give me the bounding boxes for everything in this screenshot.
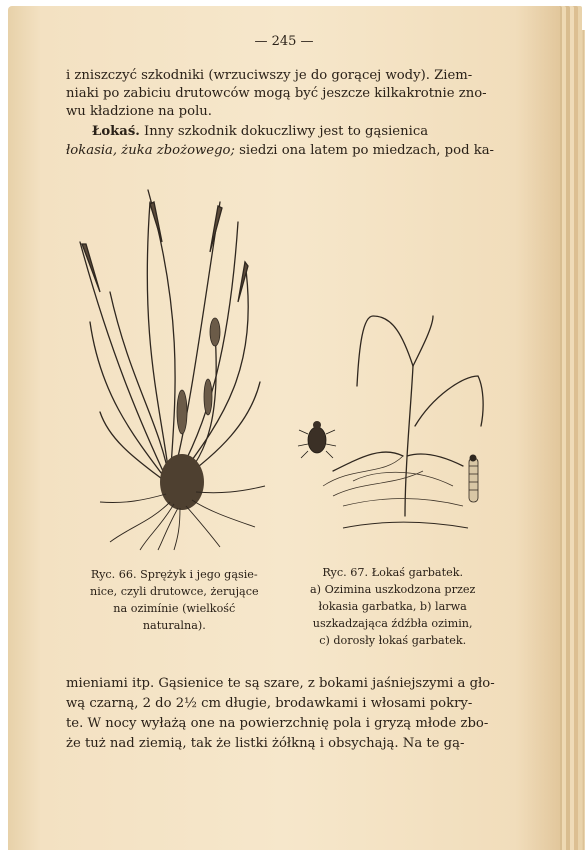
text-line: te. W nocy wyłażą one na powierzchnię pola i gryzą młode zbo- [66,716,489,731]
caption-line: łokasia garbatka, b) larwa [318,600,467,613]
larva-drawing [469,455,478,503]
figure-66-caption [90,566,259,634]
text-line: wą czarną, 2 do 2½ cm długie, brodawkami i włosami pokry- [66,696,473,711]
caption-line: naturalna). [142,619,206,632]
beetle-drawing [298,421,336,458]
caption-line: c) dorosły łokaś garbatek. [319,634,467,647]
caption-line: na ozimínie (wielkość [113,602,236,615]
text-run: siedzi ona latem po miedzach, pod ka- [234,143,495,158]
lokas-heading: Łokaś. [92,124,140,139]
figure-67-caption [310,564,475,649]
caption-line: Ryc. 66. Sprężyk i jego gąsie- [90,568,258,581]
book-page [8,6,560,850]
text-line: mieniami itp. Gąsienice te są szare, z bokami jaśniejszymi a gło- [66,676,495,691]
figure-67-illustration [293,306,493,546]
figure-66-illustration [70,182,270,552]
italic-term: łokasia, żuka zbożowego; [66,143,235,158]
text-line: niaki po zabiciu drutowców mogą być jeszcze kilkakrotnie zno- [66,86,487,101]
lokas-heading-line [92,124,428,139]
caption-line: Ryc. 67. Łokaś garbatek. [322,566,464,579]
text-run: Inny szkodnik dokuczliwy jest to gąsienica [139,124,429,139]
caption-line: nice, czyli drutowce, żerujące [90,585,259,598]
text-line: że tuż nad ziemią, tak że listki żółkną i obsychają. Na te gą- [66,736,465,751]
text-line: wu kładzione na polu. [66,104,212,119]
text-line [66,143,494,158]
page-number: — 245 — [254,34,314,49]
caption-line: uszkadzająca źdźbła ozimin, [312,617,473,630]
text-line: i zniszczyć szkodniki (wrzuciwszy je do gorącej wody). Ziem- [66,68,473,83]
caption-line: a) Ozimina uszkodzona przez [310,583,476,596]
